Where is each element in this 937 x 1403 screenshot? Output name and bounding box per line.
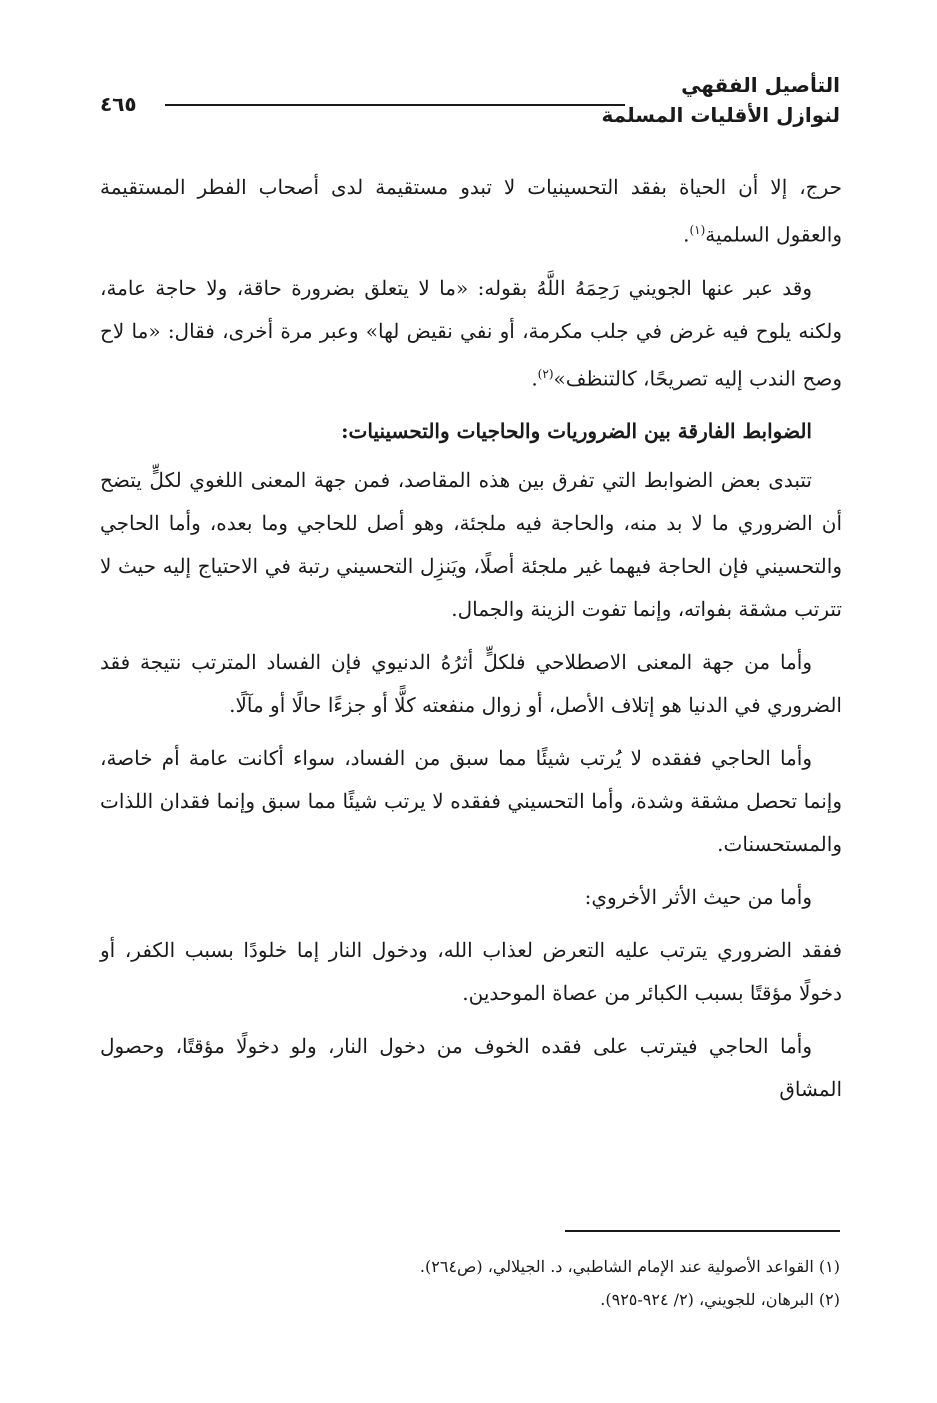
paragraph-6: وأما من حيث الأثر الأخروي: [584,885,812,910]
paragraph-3: تتبدى بعض الضوابط التي تفرق بين هذه المقاصد، فمن جهة المعنى اللغوي لكلٍّ يتضح أن الضروري ما لا بد منه، والحاجة فيه ملجئة، وهو أصل للحاجي وما بعده، وأما الحاجي والتحسيني فإن الحاجة فيهما غير ملجئة أصلًا، ويَنزِل التحسيني رتبة في الاحتياج إليه حيث لا تترتب مشقة بفواته، وإنما تفوت الزينة والجمال. [100,468,842,622]
book-title-line-1: التأصيل الفقهي [681,73,840,97]
book-title-line-2: لنوازل الأقليات المسلمة [601,103,840,127]
section-heading: الضوابط الفارقة بين الضروريات والحاجيات والتحسينيات: [341,419,812,444]
main-text [100,166,842,1121]
footnote-1: (١) القواعد الأصولية عند الإمام الشاطبي، د. الجيلالي، (ص٢٦٤). [419,1257,840,1276]
page-number: ٤٦٥ [100,92,137,116]
footnotes [100,1250,840,1316]
paragraph-1-text: حرج، إلا أن الحياة بفقد التحسينيات لا تبدو مستقيمة لدى أصحاب الفطر المستقيمة والعقول السلمية [100,175,842,247]
footnote-ref-2: (٢) [537,366,554,381]
paragraph-4: وأما من جهة المعنى الاصطلاحي فلكلٍّ أثرُهُ الدنيوي فإن الفساد المترتب نتيجة فقد الضروري في الدنيا هو إتلاف الأصل، أو زوال منفعته كلًّا أو جزءًا حالًا أو مآلًا. [100,650,842,718]
paragraph-8: وأما الحاجي فيترتب على فقده الخوف من دخول النار، ولو دخولًا مؤقتًا، وحصول المشاق [100,1034,842,1102]
header-rule [165,104,625,106]
paragraph-2-text: وقد عبر عنها الجويني رَحِمَهُ اللَّهُ بقوله: «ما لا يتعلق بضرورة حاقة، ولا حاجة عامة، ولكنه يلوح فيه غرض في جلب مكرمة، أو نفي نقيض لها» وعبر مرة أخرى، فقال: «ما لاح وصح الندب إليه تصريحًا، كالتنظف» [100,275,842,391]
book-title [602,70,840,130]
footnote-rule [565,1230,840,1232]
running-header [100,70,840,140]
paragraph-1 [100,166,842,257]
footnote-2: (٢) البرهان، للجويني، (٢/ ٩٢٤-٩٢٥). [600,1290,840,1309]
paragraph-2 [100,267,842,401]
paragraph-5: وأما الحاجي ففقده لا يُرتب شيئًا مما سبق من الفساد، سواء أكانت عامة أم خاصة، وإنما تحصل مشقة وشدة، وأما التحسيني ففقده لا يرتب شيئًا مما سبق وإنما فقدان اللذات والمستحسنات. [100,746,842,857]
footnote-ref-1: (١) [689,223,706,237]
paragraph-1-end: . [683,222,690,247]
paragraph-7: ففقد الضروري يترتب عليه التعرض لعذاب الله، ودخول النار إما خلودًا بسبب الكفر، أو دخولًا مؤقتًا بسبب الكبائر من عصاة الموحدين. [100,938,843,1006]
paragraph-2-end: . [531,366,538,391]
